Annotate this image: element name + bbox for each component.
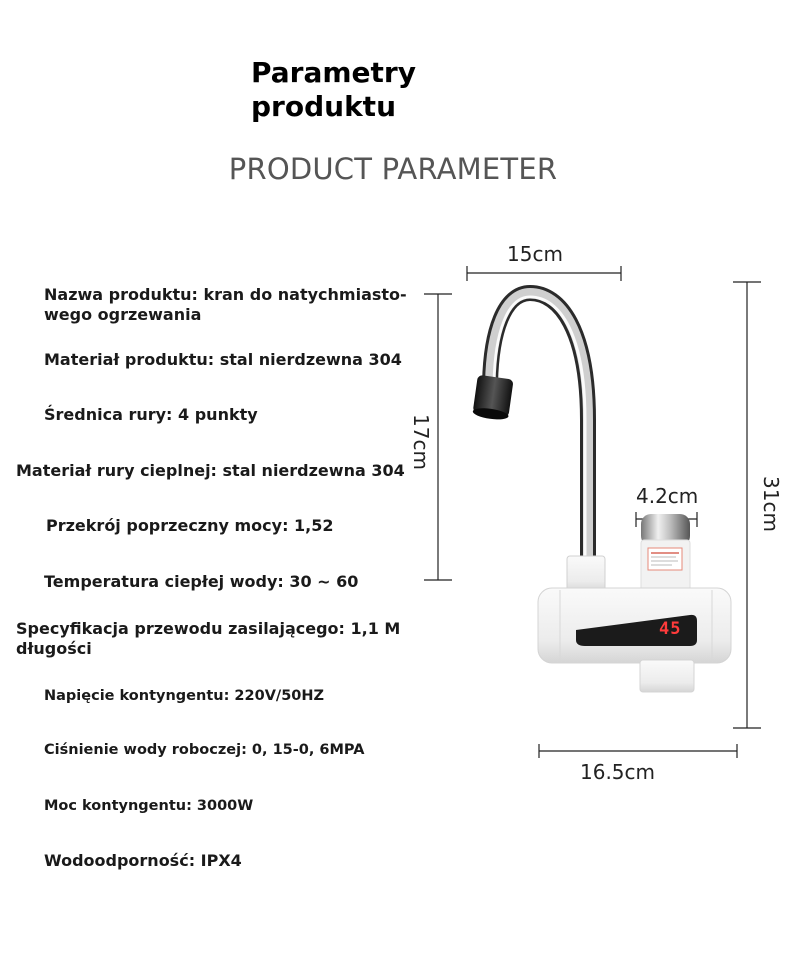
temperature-readout: 45 [659, 619, 682, 639]
page-subtitle: PRODUCT PARAMETER [228, 152, 558, 186]
dimension-label-body-width: 16.5cm [580, 760, 656, 784]
dimension-total-height [733, 282, 761, 728]
param-rated-power: Moc kontyngentu: 3000W [44, 798, 254, 814]
param-product-material: Materiał produktu: stal nierdzewna 304 [44, 350, 402, 369]
spout-collar [567, 556, 605, 592]
param-hot-water-temperature: Temperatura ciepłej wody: 30 ~ 60 [44, 572, 359, 591]
dimension-label-spout-height: 17cm [408, 414, 433, 470]
param-power-cord-spec: Specyfikacja przewodu zasilającego: 1,1 M długości [16, 619, 401, 658]
dimension-label-top-width: 15cm [507, 242, 563, 266]
param-product-name: Nazwa produktu: kran do natychmiasto-wego ogrzewania [44, 285, 407, 324]
param-working-water-pressure: Ciśnienie wody roboczej: 0, 15-0, 6MPA [44, 742, 365, 758]
bottom-outlet [640, 660, 694, 692]
param-heat-pipe-material: Materiał rury cieplnej: stal nierdzewna 304 [16, 461, 405, 480]
heater-head [641, 514, 690, 592]
dimension-body-width [539, 744, 737, 758]
spout-nozzle [472, 375, 513, 422]
dimension-top-width [467, 266, 621, 281]
param-rated-voltage: Napięcie kontyngentu: 220V/50HZ [44, 688, 325, 704]
param-power-cross-section: Przekrój poprzeczny mocy: 1,52 [46, 516, 334, 535]
param-pipe-diameter: Średnica rury: 4 punkty [44, 405, 258, 424]
param-waterproof-rating: Wodoodporność: IPX4 [44, 851, 242, 870]
dimension-label-total-height: 31cm [758, 476, 783, 532]
page-title: Parametry produktu [251, 56, 416, 123]
dimension-label-head-width: 4.2cm [636, 484, 699, 508]
